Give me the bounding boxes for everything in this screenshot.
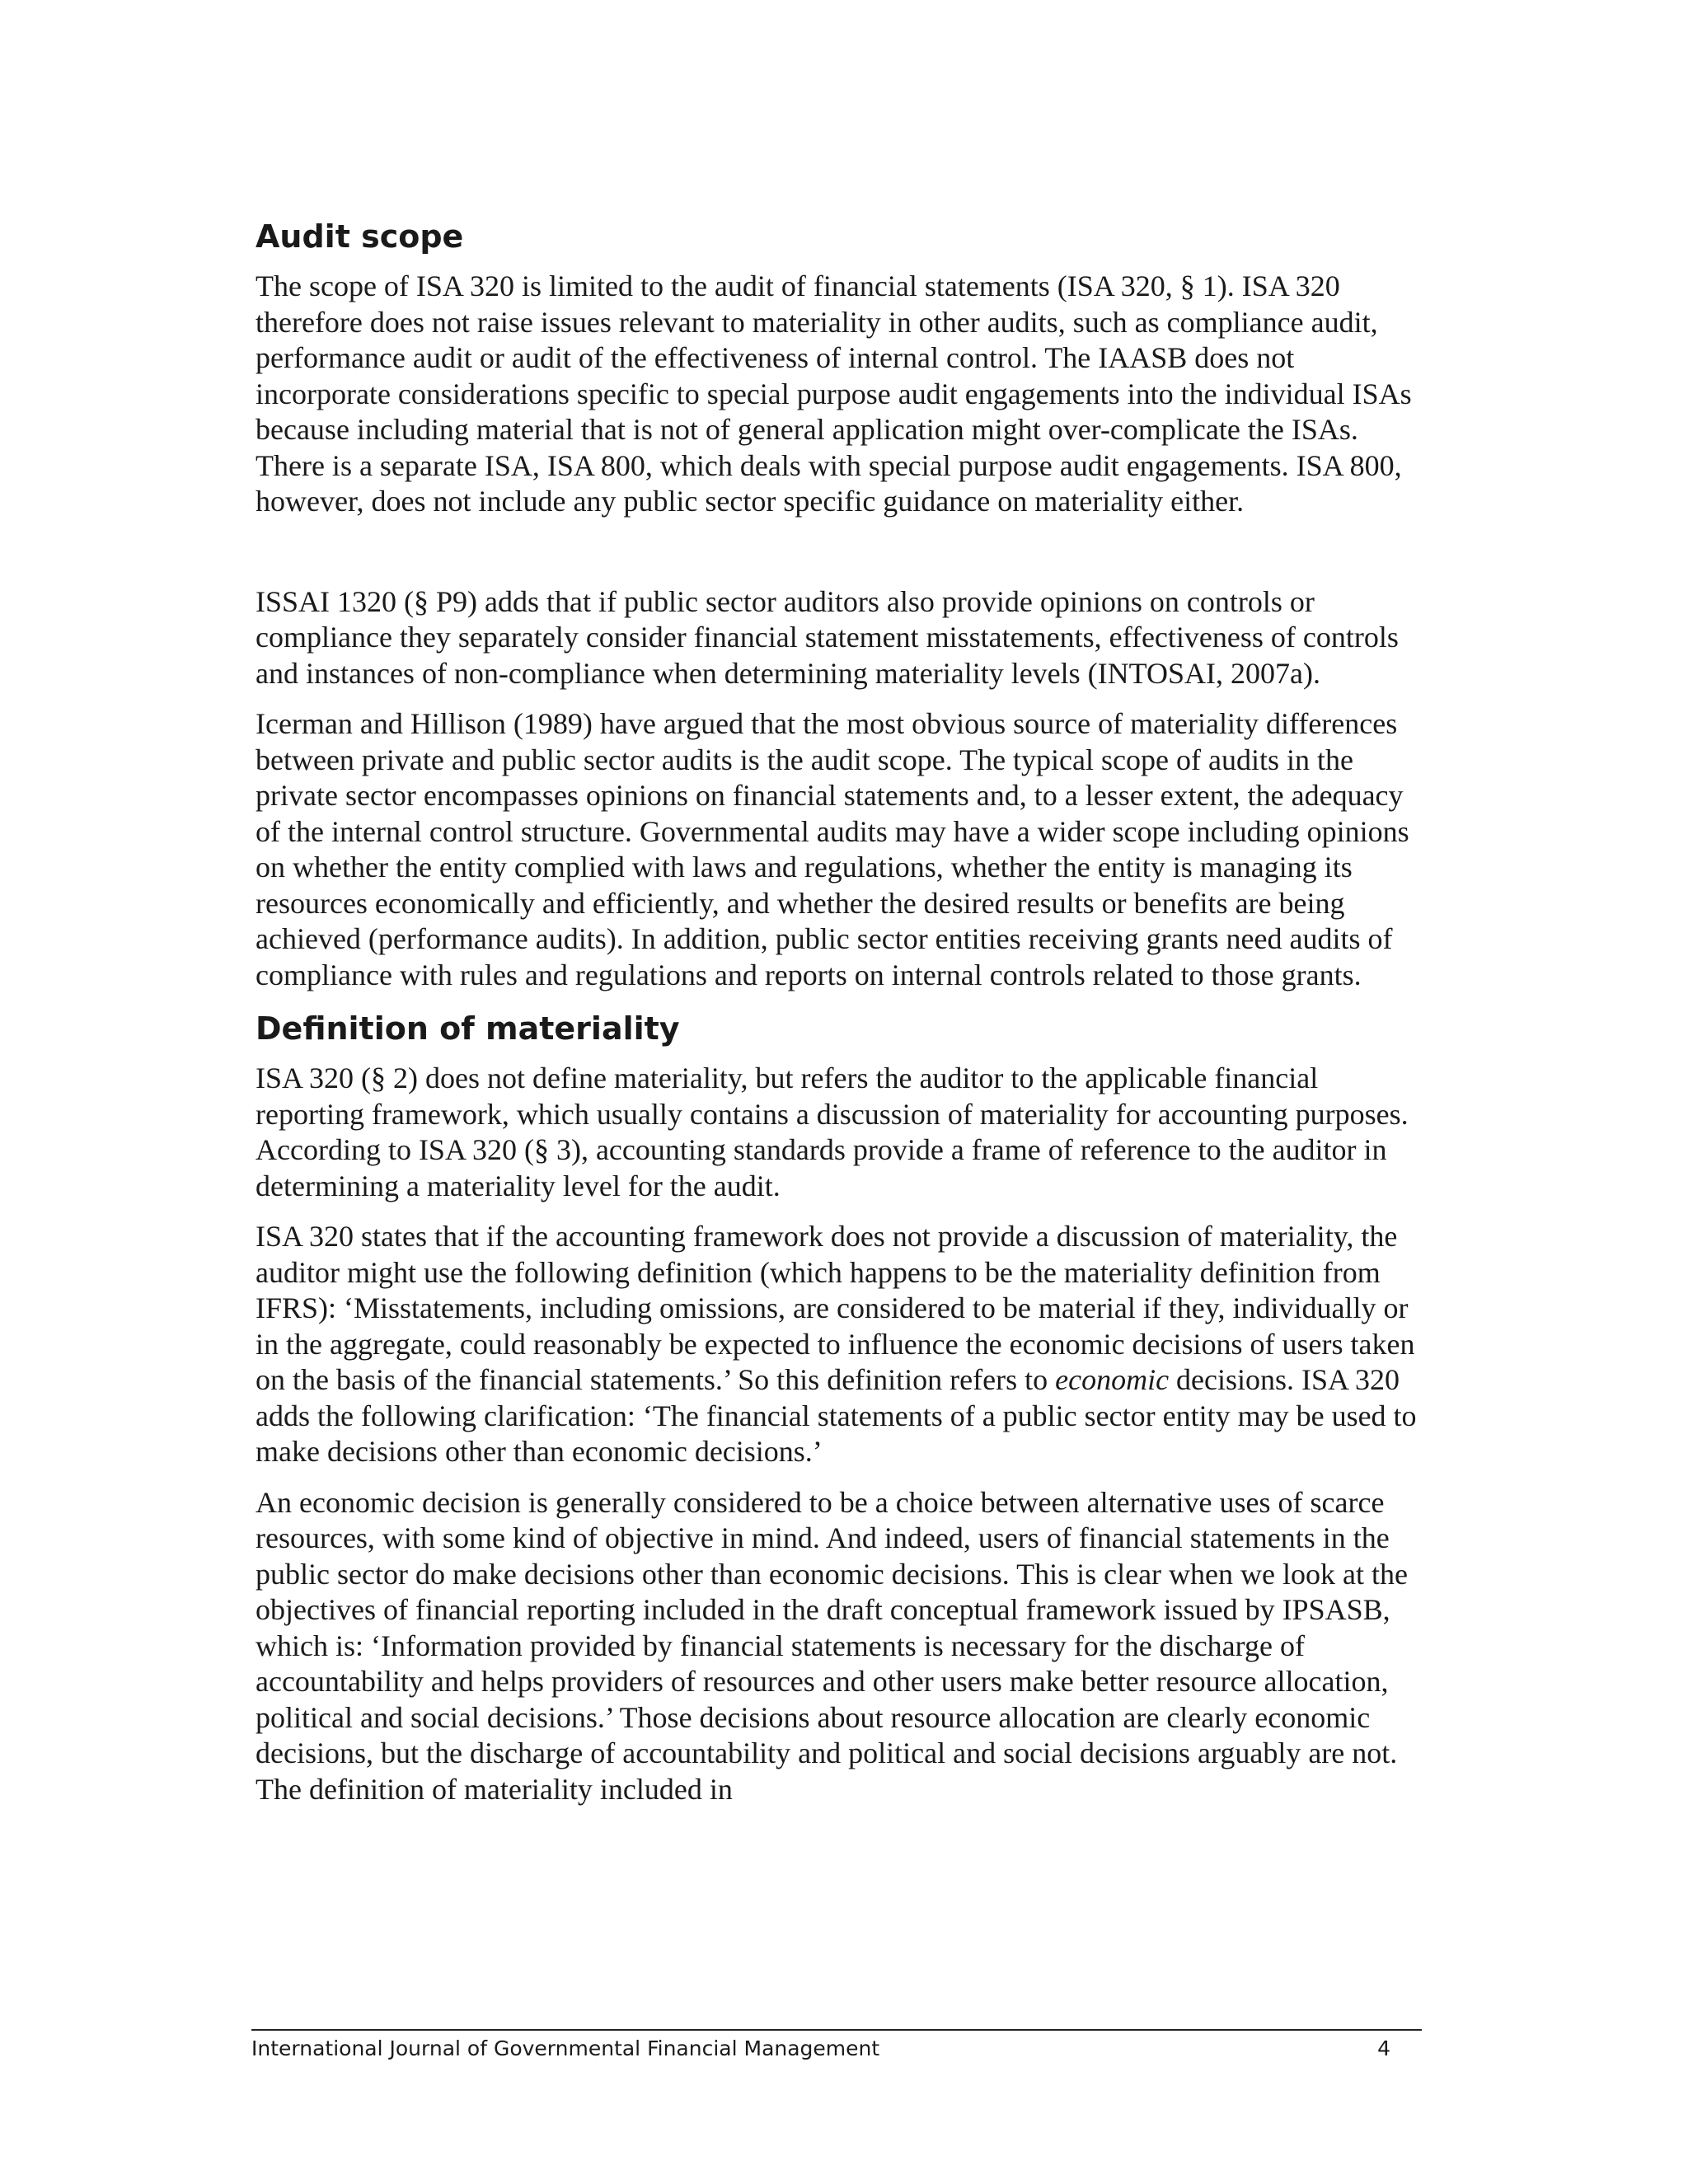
paragraph-definition-2 [256, 1219, 1426, 1470]
paragraph-audit-scope-3: Icerman and Hillison (1989) have argued that the most obvious source of materiality differences between private and public sector audits is the audit scope. The typical scope of audits in the private sector encompasses opinions on financial statements and, to a lesser extent, the adequacy of the internal control structure. Governmental audits may have a wider scope including opinions on whether the entity complied with laws and regulations, whether the entity is managing its resources economically and efficiently, and whether the desired results or benefits are being achieved (performance audits). In addition, public sector entities receiving grants need audits of compliance with rules and regulations and reports on internal controls related to those grants. [256, 707, 1409, 991]
paragraph-definition-3: An economic decision is generally considered to be a choice between alternative uses of scarce resources, with some kind of objective in mind. And indeed, users of financial statements in the public sector do make decisions other than economic decisions. This is clear when we look at the objectives of financial reporting included in the draft conceptual framework issued by IPSASB, which is: ‘Information provided by financial statements is necessary for the discharge of accountability and helps providers of resources and other users make better resource allocation, political and social decisions.’ Those decisions about resource allocation are clearly economic decisions, but the discharge of accountability and political and social decisions arguably are not. The definition of materiality included in [256, 1485, 1408, 1806]
page-footer [251, 2029, 1422, 2062]
paragraph-definition-2-part-2: decisions. ISA 320 adds the following clarification: ‘The financial statements of a public sector entity may be used to make decisions other than economic decisions.’ [256, 1363, 1417, 1468]
section-heading-audit-scope: Audit scope [256, 218, 464, 255]
paragraph-definition-2-part-1: ISA 320 states that if the accounting framework does not provide a discussion of materiality, the auditor might use the following definition (which happens to be the materiality definition from IFRS): ‘Misstatements, including omissions, are considered to be material if they, individually or in the aggregate, could reasonably be expected to influence the economic decisions of users taken on the basis of the financial statements.’ So this definition refers to [256, 1220, 1415, 1396]
paragraph-audit-scope-1: The scope of ISA 320 is limited to the audit of financial statements (ISA 320, § 1). ISA 320 therefore does not raise issues relevant to materiality in other audits, such as compliance audit, performance audit or audit of the effectiveness of internal control. The IAASB does not incorporate considerations specific to special purpose audit engagements into the individual ISAs because including material that is not of general application might over-complicate the ISAs. There is a separate ISA, ISA 800, which deals with special purpose audit engagements. ISA 800, however, does not include any public sector specific guidance on materiality either. [256, 269, 1412, 518]
section-heading-definition-of-materiality: Definition of materiality [256, 1010, 680, 1047]
footer-journal-title: International Journal of Governmental Financial Management [251, 2036, 880, 2060]
paragraph-audit-scope-2: ISSAI 1320 (§ P9) adds that if public sector auditors also provide opinions on controls or compliance they separately consider financial statement misstatements, effectiveness of controls and instances of non-compliance when determining materiality levels (INTOSAI, 2007a). [256, 584, 1399, 690]
emphasis-economic: economic [1055, 1363, 1170, 1396]
paragraph-definition-1: ISA 320 (§ 2) does not define materiality, but refers the auditor to the applicable financial reporting framework, which usually contains a discussion of materiality for accounting purposes. According to ISA 320 (§ 3), accounting standards provide a frame of reference to the auditor in determining a materiality level for the audit. [256, 1062, 1409, 1202]
page-body [256, 216, 1426, 1822]
footer-page-number: 4 [1377, 2036, 1390, 2060]
